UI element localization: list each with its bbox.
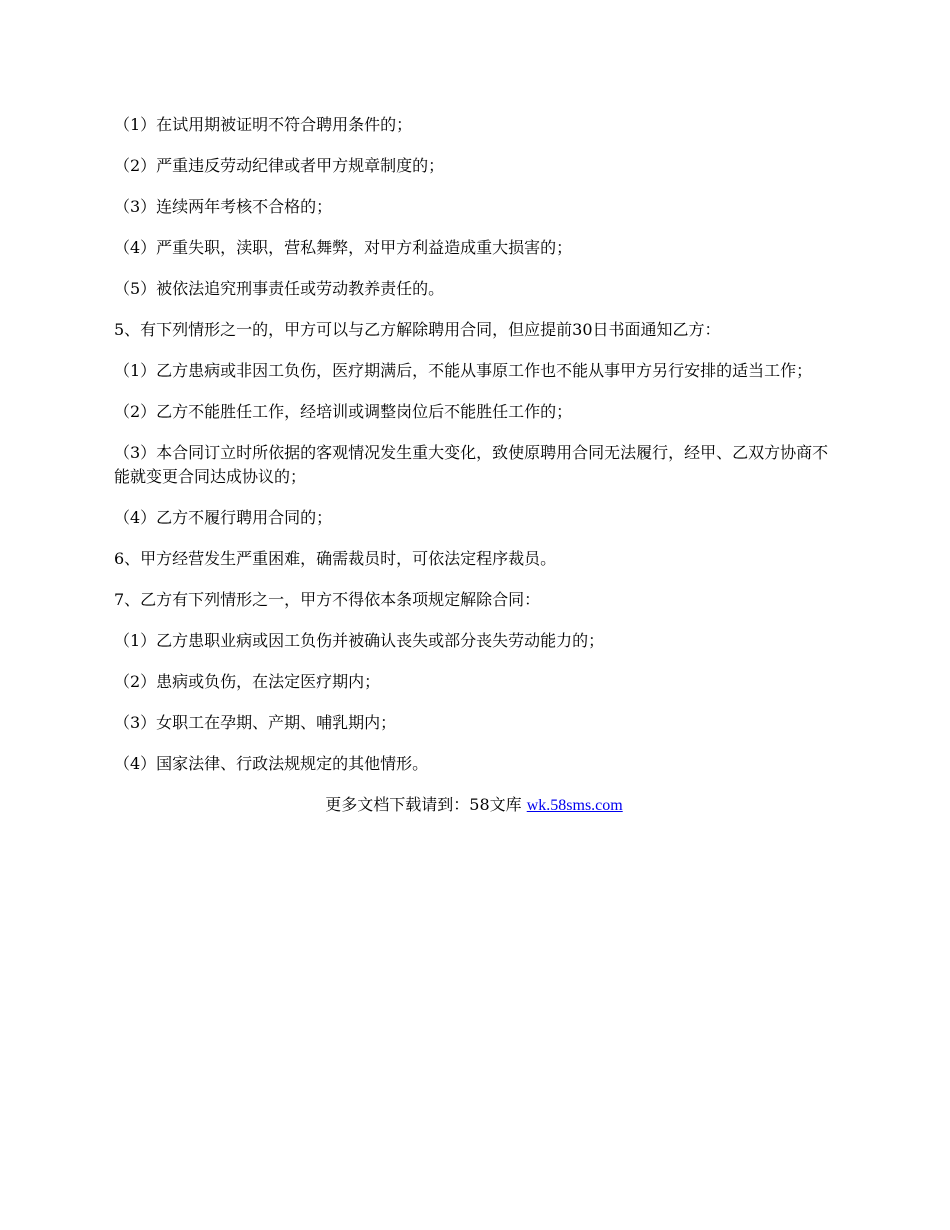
clause-item-5: （5）被依法追究刑事责任或劳动教养责任的。: [114, 279, 445, 298]
section-5-heading: 5、有下列情形之一的，甲方可以与乙方解除聘用合同，但应提前30日书面通知乙方：: [114, 320, 721, 339]
clause-item-4: （4）严重失职，渎职，营私舞弊，对甲方利益造成重大损害的；: [114, 238, 573, 257]
section-7-heading: 7、乙方有下列情形之一，甲方不得依本条项规定解除合同：: [114, 590, 541, 609]
section-5-item-3: （3）本合同订立时所依据的客观情况发生重大变化，致使原聘用合同无法履行，经甲、乙双方协商不能就变更合同达成协议的；: [114, 443, 829, 486]
section-7-item-2: （2）患病或负伤，在法定医疗期内；: [114, 672, 381, 691]
section-6-heading: 6、甲方经营发生严重困难，确需裁员时，可依法定程序裁员。: [114, 549, 557, 568]
section-5-item-2: （2）乙方不能胜任工作，经培训或调整岗位后不能胜任工作的；: [114, 402, 573, 421]
clause-item-3: （3）连续两年考核不合格的；: [114, 197, 333, 216]
download-footer: [114, 793, 834, 818]
section-5-item-4: （4）乙方不履行聘用合同的；: [114, 508, 333, 527]
section-7-item-3: （3）女职工在孕期、产期、哺乳期内；: [114, 713, 397, 732]
section-7-item-4: （4）国家法律、行政法规规定的其他情形。: [114, 754, 429, 773]
clause-item-2: （2）严重违反劳动纪律或者甲方规章制度的；: [114, 156, 445, 175]
document-body: [114, 113, 834, 818]
section-7-item-1: （1）乙方患职业病或因工负伤并被确认丧失或部分丧失劳动能力的；: [114, 631, 605, 650]
footer-link[interactable]: wk.58sms.com: [526, 797, 623, 814]
clause-item-1: （1）在试用期被证明不符合聘用条件的；: [114, 115, 413, 134]
footer-text: 更多文档下载请到：58文库: [325, 795, 527, 814]
section-5-item-1: （1）乙方患病或非因工负伤，医疗期满后，不能从事原工作也不能从事甲方另行安排的适当工作；: [114, 361, 813, 380]
